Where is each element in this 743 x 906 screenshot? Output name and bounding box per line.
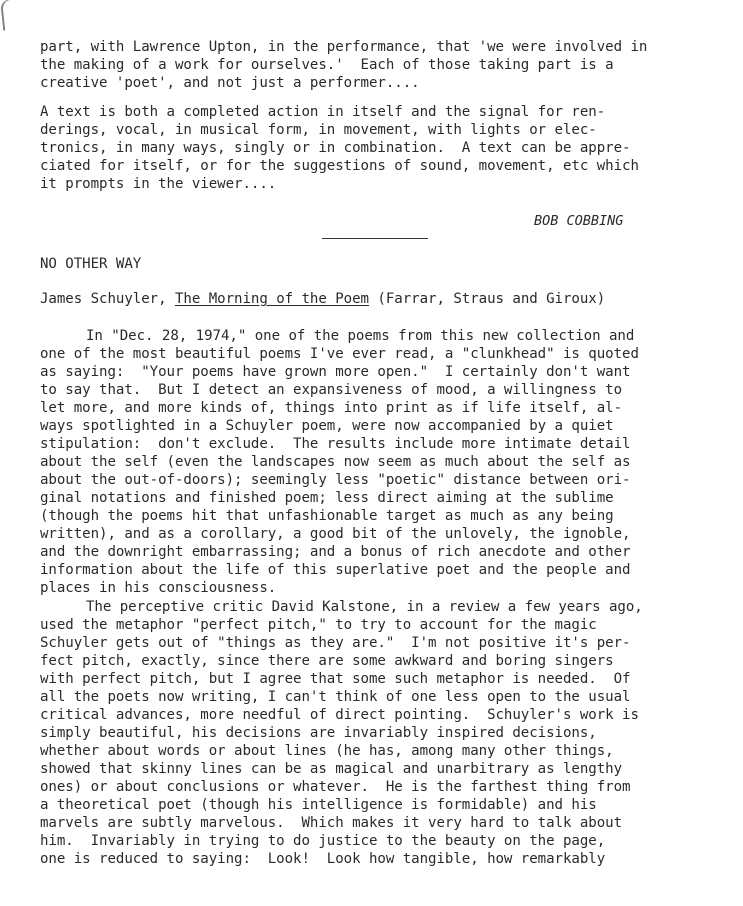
book-author: James Schuyler, <box>40 291 175 307</box>
paragraph-2-line: The perceptive critic David Kalstone, in a review a few years ago, <box>86 599 643 615</box>
paragraph-1-line: stipulation: don't exclude. The results include more intimate detail <box>40 436 631 452</box>
paragraph-1-line: to say that. But I detect an expansiveness of mood, a willingness to <box>40 382 623 398</box>
intro-line: the making of a work for ourselves.' Each of those taking part is a <box>40 57 614 73</box>
paragraph-2-line: fect pitch, exactly, since there are some awkward and boring singers <box>40 653 614 669</box>
page-corner-mark <box>0 0 27 31</box>
paragraph-1-line: let more, and more kinds of, things into print as if life itself, al- <box>40 400 623 416</box>
intro-line: part, with Lawrence Upton, in the performance, that 'we were involved in <box>40 39 648 55</box>
paragraph-2-line: a theoretical poet (though his intelligence is formidable) and his <box>40 797 597 813</box>
paragraph-2-line: all the poets now writing, I can't think of one less open to the usual <box>40 689 631 705</box>
paragraph-2-line: critical advances, more needful of direct pointing. Schuyler's work is <box>40 707 639 723</box>
intro-line: creative 'poet', and not just a performer.... <box>40 75 420 91</box>
paragraph-1-line: written), and as a corollary, a good bit of the unlovely, the ignoble, <box>40 526 631 542</box>
book-publisher: (Farrar, Straus and Giroux) <box>368 291 606 307</box>
paragraph-2-line: one is reduced to saying: Look! Look how tangible, how remarkably <box>40 851 606 867</box>
section-divider <box>322 238 428 239</box>
paragraph-1-line: about the self (even the landscapes now seem as much about the self as <box>40 454 631 470</box>
statement-line: derings, vocal, in musical form, in movement, with lights or elec- <box>40 122 597 138</box>
paragraph-1-line: ways spotlighted in a Schuyler poem, were now accompanied by a quiet <box>40 418 614 434</box>
paragraph-2-line: used the metaphor "perfect pitch," to try to account for the magic <box>40 617 597 633</box>
paragraph-2-line: whether about words or about lines (he has, among many other things, <box>40 743 614 759</box>
paragraph-2-line: with perfect pitch, but I agree that some such metaphor is needed. Of <box>40 671 631 687</box>
paragraph-2-line: him. Invariably in trying to do justice to the beauty on the page, <box>40 833 606 849</box>
author-signature: BOB COBBING <box>534 213 624 229</box>
statement-line: it prompts in the viewer.... <box>40 176 277 192</box>
book-citation <box>40 290 605 308</box>
paragraph-1-line: as saying: "Your poems have grown more open." I certainly don't want <box>40 364 631 380</box>
paragraph-2-line: simply beautiful, his decisions are invariably inspired decisions, <box>40 725 597 741</box>
paragraph-1-line: places in his consciousness. <box>40 580 277 596</box>
paragraph-1-line: about the out-of-doors); seemingly less "poetic" distance between ori- <box>40 472 631 488</box>
statement-line: ciated for itself, or for the suggestions of sound, movement, etc which <box>40 158 639 174</box>
paragraph-1-line: one of the most beautiful poems I've ever read, a "clunkhead" is quoted <box>40 346 639 362</box>
paragraph-1-line: information about the life of this superlative poet and the people and <box>40 562 631 578</box>
paragraph-2-line: showed that skinny lines can be as magical and unarbitrary as lengthy <box>40 761 623 777</box>
book-title: The Morning of the Poem <box>174 291 369 307</box>
paragraph-2-line: marvels are subtly marvelous. Which makes it very hard to talk about <box>40 815 623 831</box>
paragraph-1-line: (though the poems hit that unfashionable target as much as any being <box>40 508 614 524</box>
paragraph-1-line: and the downright embarrassing; and a bonus of rich anecdote and other <box>40 544 631 560</box>
paragraph-2-line: Schuyler gets out of "things as they are." I'm not positive it's per- <box>40 635 631 651</box>
paragraph-1-line: In "Dec. 28, 1974," one of the poems from this new collection and <box>86 328 635 344</box>
statement-line: A text is both a completed action in itself and the signal for ren- <box>40 104 606 120</box>
statement-line: tronics, in many ways, singly or in combination. A text can be appre- <box>40 140 631 156</box>
section-title: NO OTHER WAY <box>40 256 142 272</box>
paragraph-1-line: ginal notations and finished poem; less direct aiming at the sublime <box>40 490 614 506</box>
paragraph-2-line: ones) or about conclusions or whatever. He is the farthest thing from <box>40 779 631 795</box>
